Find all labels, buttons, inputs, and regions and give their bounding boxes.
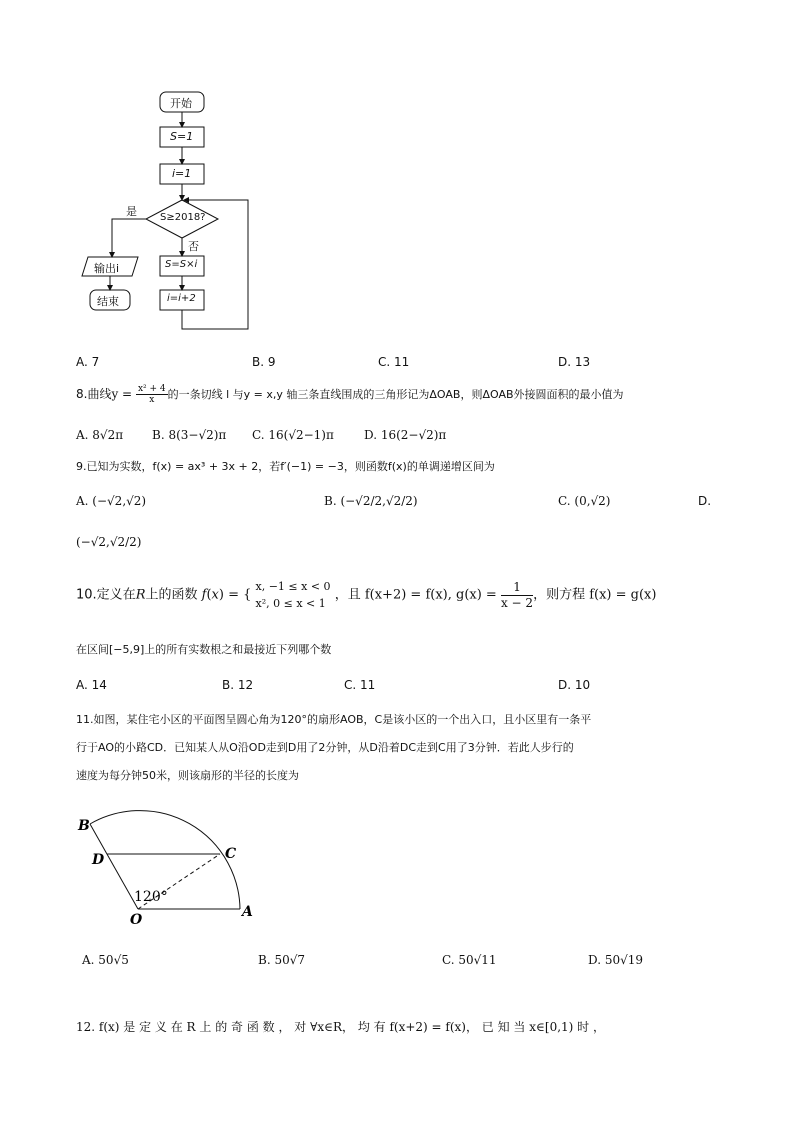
q11-option-b: B. 50√7 [258, 953, 305, 967]
q10-mid: 上的函数 [145, 587, 198, 603]
label-b: B [78, 818, 90, 834]
q10-option-a: A. 14 [76, 678, 107, 692]
q11-line3: 速度为每分钟50米，则该扇形的半径的长度为 [76, 769, 299, 782]
flowchart-end-label: 结束 [97, 295, 119, 308]
q11-line1: 11.如图，某住宅小区的平面图呈圆心角为120°的扇形AOB，C是该小区的一个出入口，且小区里有一条平 [76, 713, 592, 726]
label-o: O [130, 912, 143, 928]
q10-option-b: B. 12 [222, 678, 254, 692]
q7-option-b: B. 9 [252, 355, 276, 369]
q9-option-d: D. [698, 494, 712, 508]
q8-text: 的一条切线 l 与y = x,y 轴三条直线围成的三角形记为ΔOAB，则ΔOAB外接圆面积的最小值为 [167, 388, 624, 401]
q10-tail: ，则方程 f(x) = g(x) [533, 587, 657, 603]
q9-option-d-value: (−√2,√2/2) [76, 535, 142, 549]
q10-piecewise: x, −1 ≤ x < 0 x², 0 ≤ x < 1 [255, 580, 331, 610]
q9-option-c: C. (0,√2) [558, 494, 611, 508]
q8-stem [76, 384, 624, 405]
q9-stem: 9.已知为实数，f(x) = ax³ + 3x + 2，若f′(−1) = −3，则函数f(x)的单调递增区间为 [76, 460, 495, 473]
flowchart-init-i-label: i=1 [172, 167, 192, 180]
q12-stem: 12. f(x) 是 定 义 在 R 上 的 奇 函 数 ， 对 ∀x∈R， 均 有 f(x+2) = f(x)， 已 知 当 x∈[0,1) 时 ， [76, 1020, 605, 1034]
q10-g-fraction: $\frac{1}{x - 2}$ [500, 579, 534, 610]
q8-func-fraction: $\frac{\text{x² + 4}}{x}$ [137, 384, 166, 405]
q11-option-c: C. 50√11 [442, 953, 497, 967]
q11-option-a: A. 50√5 [82, 953, 129, 967]
q10-cond: ，且 f(x+2) = f(x), g(x) = [334, 587, 497, 603]
label-d: D [92, 852, 105, 868]
q8-option-c: C. 16(√2−1)π [252, 428, 334, 442]
q8-option-a: A. 8√2π [76, 428, 124, 442]
q11-option-d: D. 50√19 [588, 953, 644, 967]
q10-r: R [135, 587, 146, 603]
q10-line1: 10.定义在R上的函数 f(x) = { x, −1 ≤ x < 0 x², 0 ≤ x < 1 ，且 f(x+2) = f(x), g(x) = $\frac{1}{x - 2}$ ，则方程 f(x) = g(x) [76, 579, 657, 610]
q7-option-a: A. 7 [76, 355, 100, 369]
flowchart-condition-label: S≥2018? [160, 212, 206, 223]
label-angle: 120° [134, 889, 168, 905]
q8-option-d: D. 16(2−√2)π [364, 428, 447, 442]
q7-option-d: D. 13 [558, 355, 591, 369]
flowchart-start-label: 开始 [170, 97, 192, 110]
flowchart-yes-label: 是 [126, 205, 137, 218]
q10-line2: 在区间[−5,9]上的所有实数根之和最接近下列哪个数 [76, 643, 332, 656]
q10-option-c: C. 11 [344, 678, 376, 692]
q8-func-lhs: y = [111, 387, 133, 401]
sector-figure [70, 808, 270, 928]
q7-option-c: C. 11 [378, 355, 410, 369]
flowchart-update-i-label: i=i+2 [167, 293, 196, 304]
q8-option-b: B. 8(3−√2)π [152, 428, 227, 442]
flowchart-update-s-label: S=S×i [165, 259, 198, 270]
q10-prefix: 10.定义在 [76, 587, 136, 603]
q9-option-b: B. (−√2/2,√2/2) [324, 494, 418, 508]
flowchart-output-label: 输出i [94, 262, 120, 275]
label-a: A [242, 904, 253, 920]
q9-option-a: A. (−√2,√2) [76, 494, 147, 508]
q10-option-d: D. 10 [558, 678, 591, 692]
label-c: C [225, 846, 237, 862]
q11-line2: 行于AO的小路CD．已知某人从O沿OD走到D用了2分钟，从D沿着DC走到C用了3分钟．若此人步行的 [76, 741, 574, 754]
q8-prefix: 8.曲线 [76, 387, 112, 401]
flowchart-no-label: 否 [188, 240, 199, 253]
flowchart-init-s-label: S=1 [170, 130, 194, 143]
flowchart [0, 0, 260, 340]
